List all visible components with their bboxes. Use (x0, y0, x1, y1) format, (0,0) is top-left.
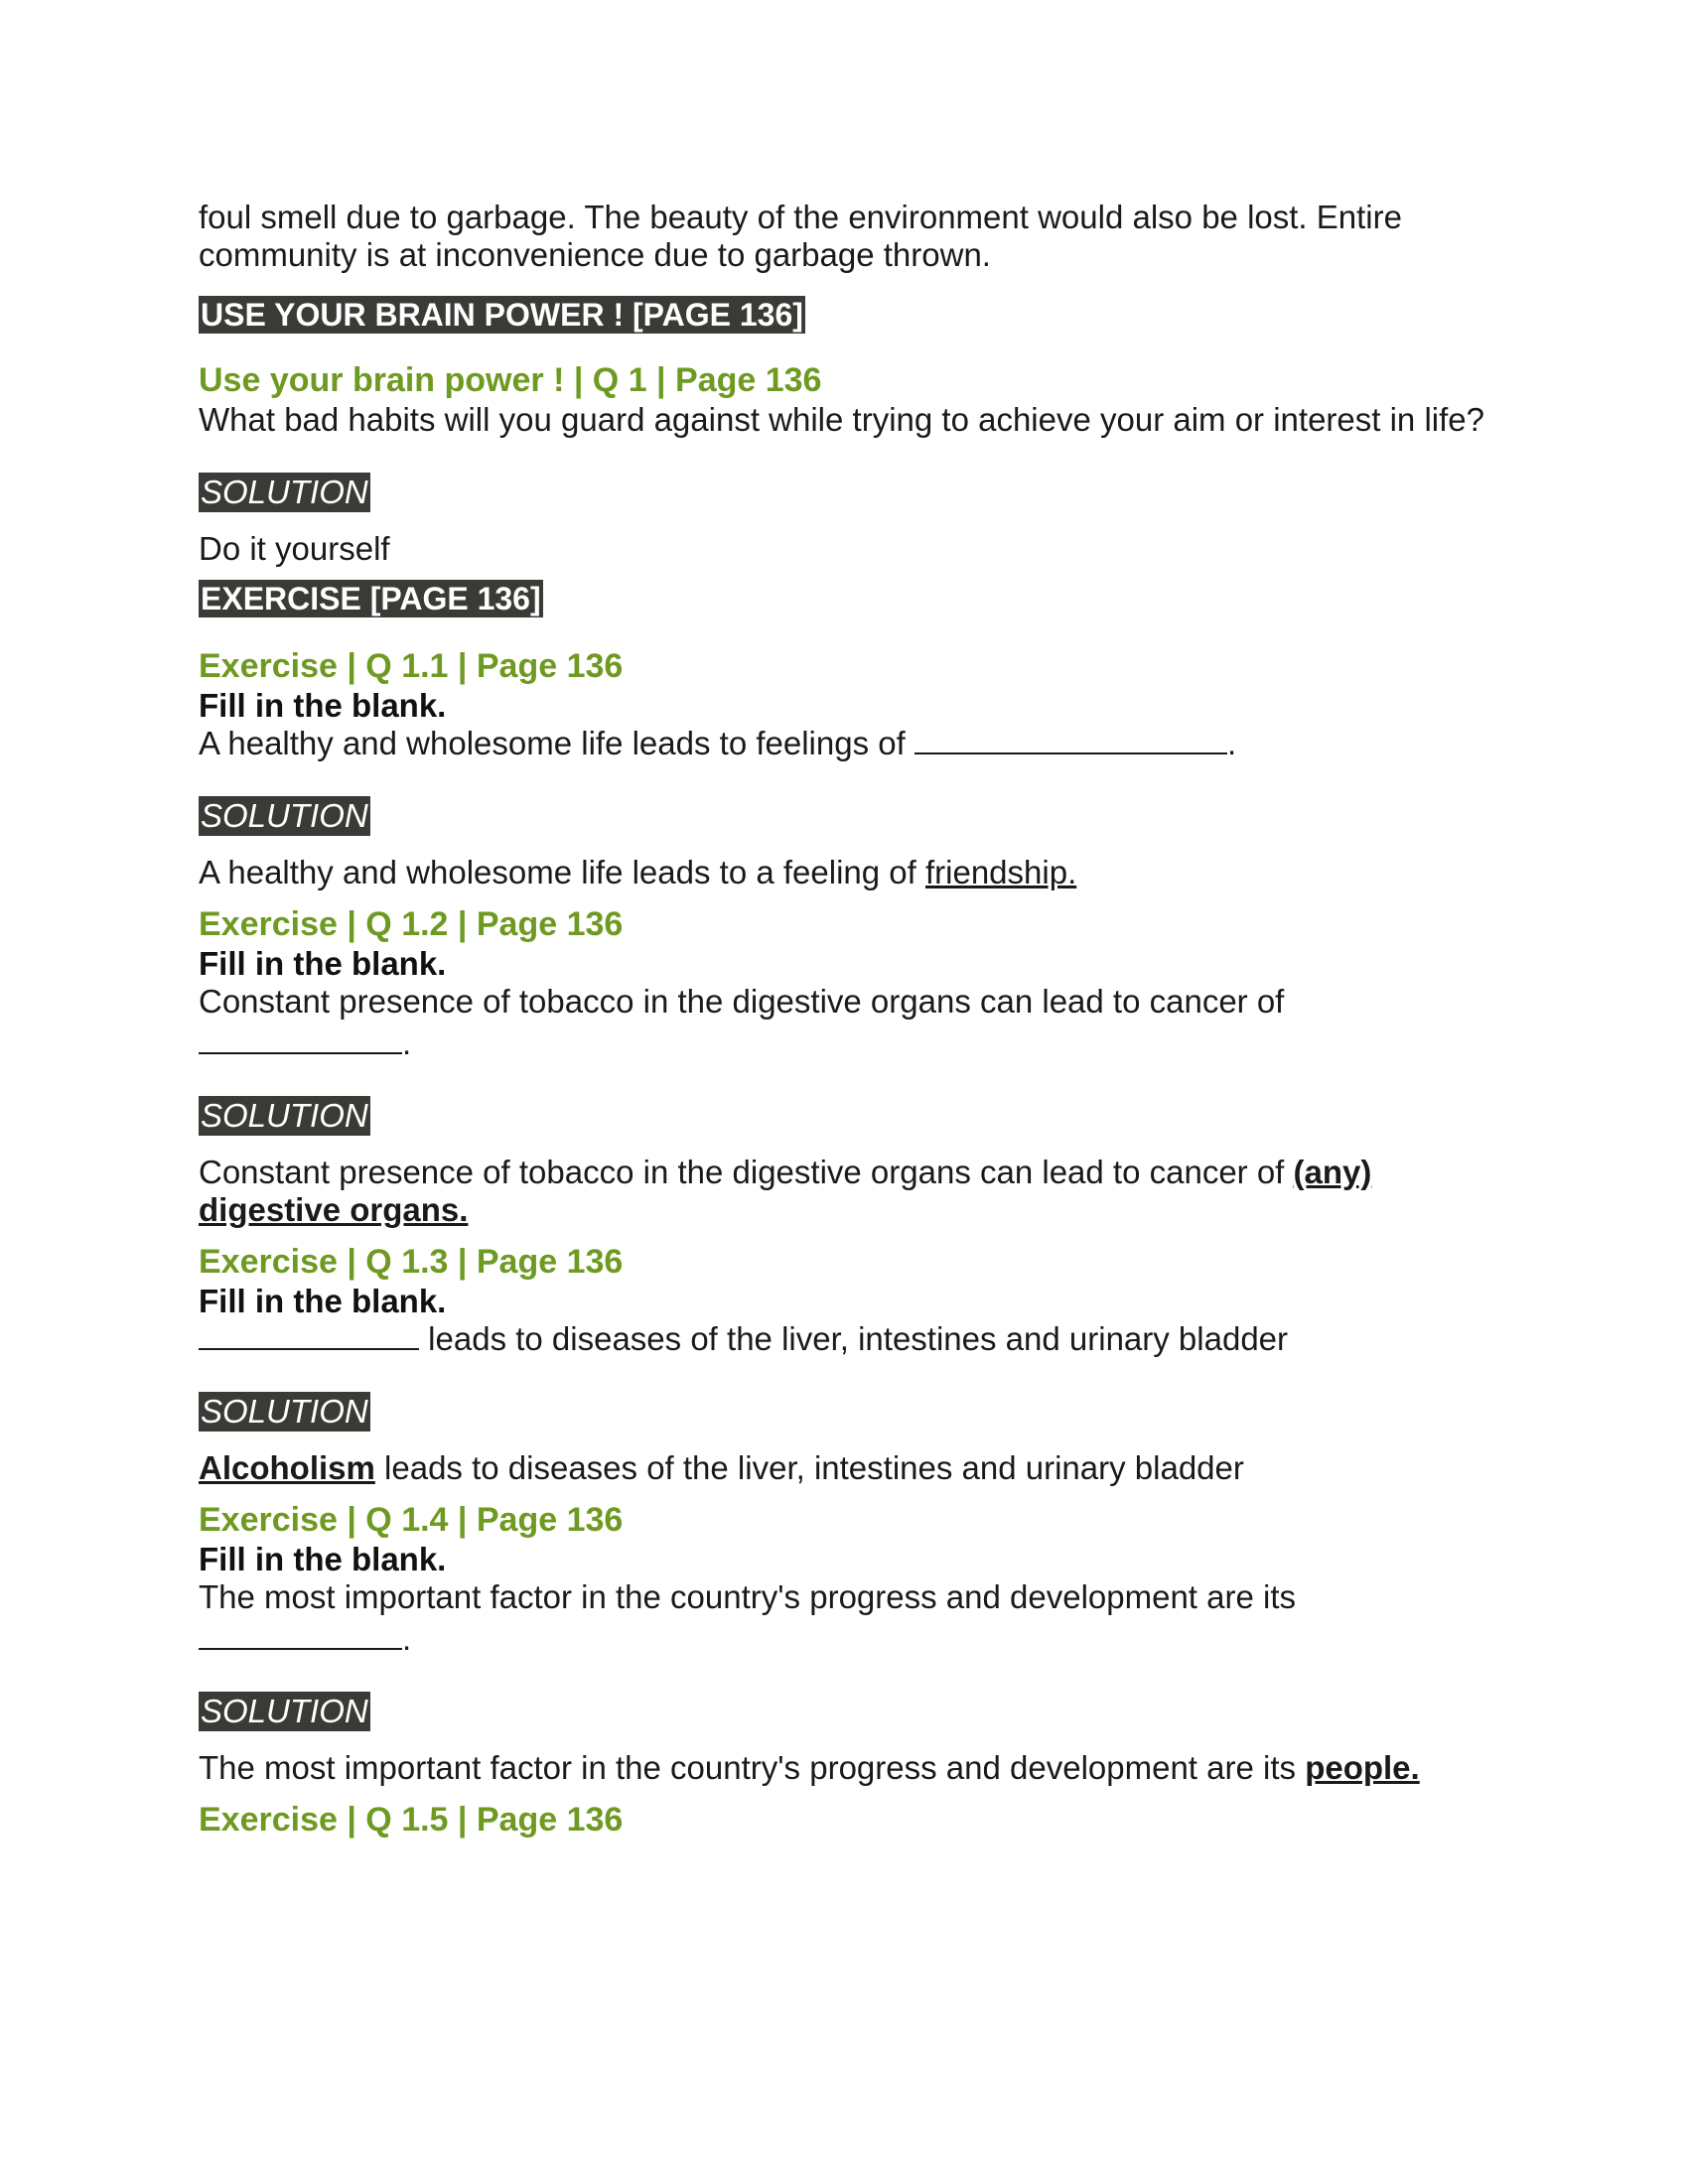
question-heading: Exercise | Q 1.4 | Page 136 (199, 1501, 624, 1539)
question-instruction: Fill in the blank. (199, 1541, 447, 1577)
question-heading: Exercise | Q 1.1 | Page 136 (199, 647, 624, 685)
question-instruction: Fill in the blank. (199, 1283, 447, 1319)
question-text-end: . (1226, 725, 1237, 761)
answer-body: Constant presence of tobacco in the digestive organs can lead to cancer of (199, 1154, 1285, 1190)
question-heading: Exercise | Q 1.2 | Page 136 (199, 905, 624, 943)
section-title-brain-power: USE YOUR BRAIN POWER ! [PAGE 136] (201, 297, 803, 333)
question-text: Constant presence of tobacco in the digestive organs can lead to cancer of (199, 983, 1285, 1020)
question-text-end: . (402, 1024, 412, 1061)
answer-text: Do it yourself (199, 530, 390, 567)
question-text (199, 1320, 1489, 1358)
solution-label: SOLUTION (201, 1393, 368, 1430)
answer-blank (914, 725, 1227, 754)
question-blank-line (199, 1620, 1489, 1658)
answer-text (199, 854, 1489, 891)
question-text (199, 725, 1489, 762)
question-instruction: Fill in the blank. (199, 945, 447, 982)
question-text: The most important factor in the country's progress and development are its (199, 1578, 1297, 1615)
question-heading: Exercise | Q 1.3 | Page 136 (199, 1243, 624, 1281)
solution-label: SOLUTION (201, 797, 368, 834)
answer-text (199, 1154, 1489, 1229)
answer-text (199, 1449, 1489, 1487)
answer-fill: friendship. (924, 854, 1077, 890)
answer-blank (199, 1320, 419, 1350)
question-text-body: leads to diseases of the liver, intestines and urinary bladder (428, 1320, 1289, 1357)
solution-label: SOLUTION (201, 474, 368, 510)
answer-text (199, 1749, 1489, 1787)
question-heading: Exercise | Q 1.5 | Page 136 (199, 1801, 624, 1839)
intro-paragraph: foul smell due to garbage. The beauty of the environment would also be lost. Entire community is at inconvenience due to garbage thrown. (199, 199, 1402, 273)
answer-fill: Alcoholism (199, 1449, 375, 1486)
question-text-body: A healthy and wholesome life leads to feelings of (199, 725, 906, 761)
question-blank-line (199, 1024, 1489, 1062)
answer-body: leads to diseases of the liver, intestines and urinary bladder (384, 1449, 1244, 1486)
solution-label: SOLUTION (201, 1693, 368, 1729)
question-heading: Use your brain power ! | Q 1 | Page 136 (199, 361, 822, 399)
question-instruction: Fill in the blank. (199, 687, 447, 724)
answer-body: The most important factor in the country's progress and development are its (199, 1749, 1297, 1786)
solution-label: SOLUTION (201, 1097, 368, 1134)
answer-blank (199, 1620, 402, 1650)
answer-blank (199, 1024, 402, 1054)
answer-fill: (any) digestive organs. (199, 1154, 1372, 1228)
section-title-exercise: EXERCISE [PAGE 136] (201, 581, 541, 616)
document-page (199, 199, 1489, 1841)
question-text: What bad habits will you guard against while trying to achieve your aim or interest in life? (199, 401, 1484, 438)
answer-body: A healthy and wholesome life leads to a feeling of (199, 854, 916, 890)
question-text-end: . (402, 1620, 412, 1657)
answer-fill: people. (1305, 1749, 1420, 1786)
